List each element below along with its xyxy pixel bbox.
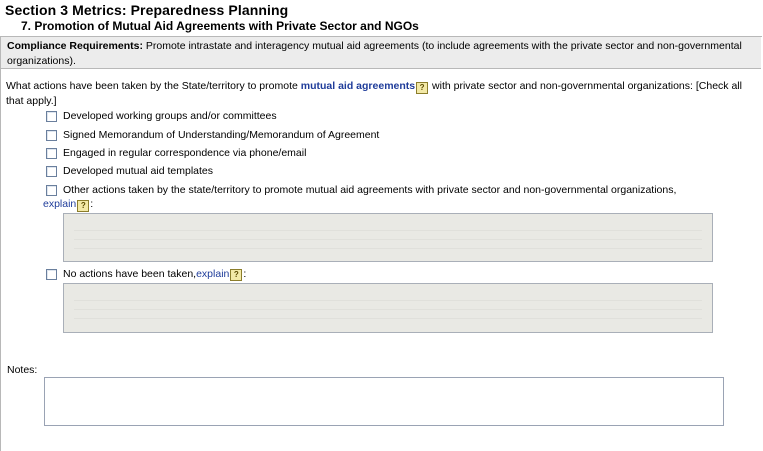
explain-link[interactable]: explain <box>43 198 77 210</box>
other-actions-explain <box>43 198 93 212</box>
notes-label: Notes: <box>7 364 38 376</box>
compliance-text: Promote intrastate and interagency mutual aid agreements (to include agreements with the private sector and non-governmental organizations). <box>7 40 742 67</box>
help-icon[interactable]: ? <box>230 269 242 281</box>
no-actions-explain-textarea[interactable] <box>63 283 713 333</box>
option-no-actions[interactable] <box>46 268 246 281</box>
compliance-label: Compliance Requirements: <box>7 40 143 52</box>
mutual-aid-agreements-link[interactable]: mutual aid agreements <box>300 80 416 92</box>
other-actions-explain-textarea[interactable] <box>63 213 713 262</box>
help-icon[interactable]: ? <box>77 200 89 212</box>
option-mutual-aid-templates[interactable] <box>46 165 213 178</box>
notes-textarea[interactable] <box>44 377 724 426</box>
option-label: Developed mutual aid templates <box>63 165 214 177</box>
question-prefix: What actions have been taken by the State/territory to promote <box>6 80 301 92</box>
help-icon[interactable]: ? <box>416 82 428 94</box>
question-suffix: with private sector and non-governmental organizations: [Check all that apply.] <box>6 80 742 107</box>
checkbox[interactable] <box>46 148 57 159</box>
explain-link[interactable]: explain <box>196 268 230 280</box>
checkbox[interactable] <box>46 185 57 196</box>
option-signed-mou[interactable] <box>46 129 379 142</box>
metric-subtitle: 7. Promotion of Mutual Aid Agreements with Private Sector and NGOs <box>21 19 419 33</box>
checkbox[interactable] <box>46 130 57 141</box>
checkbox[interactable] <box>46 269 57 280</box>
section-title: Section 3 Metrics: Preparedness Planning <box>5 2 289 18</box>
option-label: No actions have been taken, <box>63 268 197 280</box>
colon: : <box>90 198 94 210</box>
checkbox[interactable] <box>46 111 57 122</box>
question-text <box>6 79 758 109</box>
option-other-actions[interactable] <box>46 184 676 197</box>
option-regular-correspondence[interactable] <box>46 147 306 160</box>
colon: : <box>243 268 247 280</box>
option-label: Developed working groups and/or committees <box>63 110 277 122</box>
option-label: Other actions taken by the state/territory to promote mutual aid agreements with private sector and non-governmental organizations, <box>63 184 677 196</box>
option-label: Engaged in regular correspondence via phone/email <box>63 147 307 159</box>
option-label: Signed Memorandum of Understanding/Memorandum of Agreement <box>63 129 380 141</box>
option-working-groups[interactable] <box>46 110 277 123</box>
checkbox[interactable] <box>46 166 57 177</box>
compliance-requirements-box <box>1 37 761 69</box>
